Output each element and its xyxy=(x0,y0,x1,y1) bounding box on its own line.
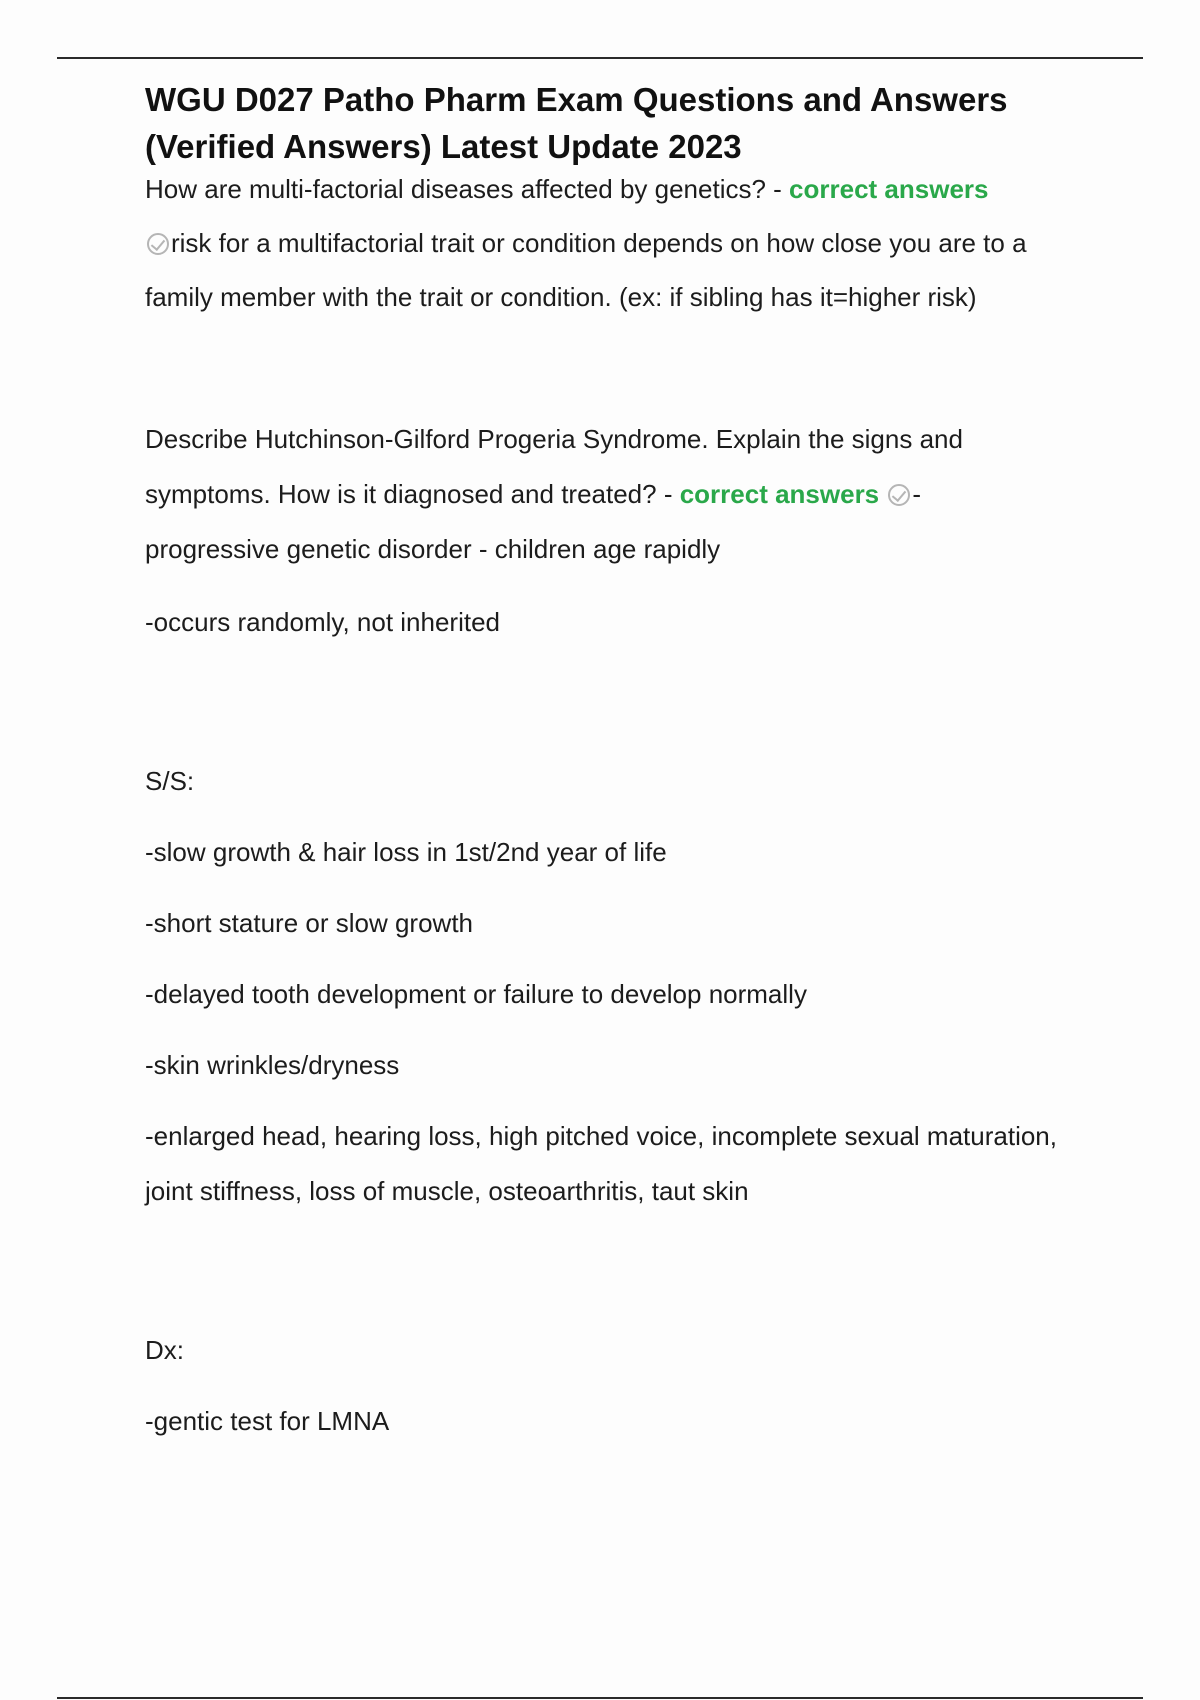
title-line-2: (Verified Answers) Latest Update 2023 xyxy=(145,128,742,165)
ss-item: -enlarged head, hearing loss, high pitched voice, incomplete sexual maturation, joint stiffness, loss of muscle, osteoarthritis, taut skin xyxy=(145,1121,1057,1206)
document-content xyxy=(145,76,1090,1465)
spacer xyxy=(145,666,1090,754)
answer-lead: - xyxy=(912,479,922,509)
question-text: Describe Hutchinson-Gilford Progeria Syndrome. Explain the signs and symptoms. How is it diagnosed and treated? - xyxy=(145,424,963,509)
dx-heading: Dx: xyxy=(145,1335,184,1365)
title-line-1: WGU D027 Patho Pharm Exam Questions and Answers xyxy=(145,81,1008,118)
ss-heading: S/S: xyxy=(145,766,195,796)
ss-item: -slow growth & hair loss in 1st/2nd year of life xyxy=(145,837,667,867)
check-circle-icon xyxy=(888,484,910,506)
check-circle-icon xyxy=(147,233,169,255)
dx-item: -gentic test for LMNA xyxy=(145,1406,390,1436)
top-rule xyxy=(57,57,1143,59)
qa-item-2 xyxy=(145,412,1090,577)
answer-text: risk for a multifactorial trait or condition depends on how close you are to a family member with the trait or condition. (ex: if sibling has it=higher risk) xyxy=(145,228,1027,312)
ss-item: -delayed tooth development or failure to develop normally xyxy=(145,979,807,1009)
bottom-rule xyxy=(57,1697,1143,1699)
correct-answers-label: correct answers xyxy=(789,174,989,204)
question-text: How are multi-factorial diseases affected by genetics? - xyxy=(145,174,790,204)
ss-item: -skin wrinkles/dryness xyxy=(145,1050,400,1080)
spacer xyxy=(145,1235,1090,1323)
correct-answers-label: correct answers xyxy=(679,479,880,509)
spacer xyxy=(145,324,1090,412)
qa-item-1 xyxy=(145,162,1090,324)
document-title xyxy=(145,76,1090,170)
ss-item: -short stature or slow growth xyxy=(145,908,474,938)
answer-text: progressive genetic disorder - children age rapidly xyxy=(145,534,721,564)
occurs-line: -occurs randomly, not inherited xyxy=(145,607,501,637)
spacer xyxy=(145,577,1090,595)
